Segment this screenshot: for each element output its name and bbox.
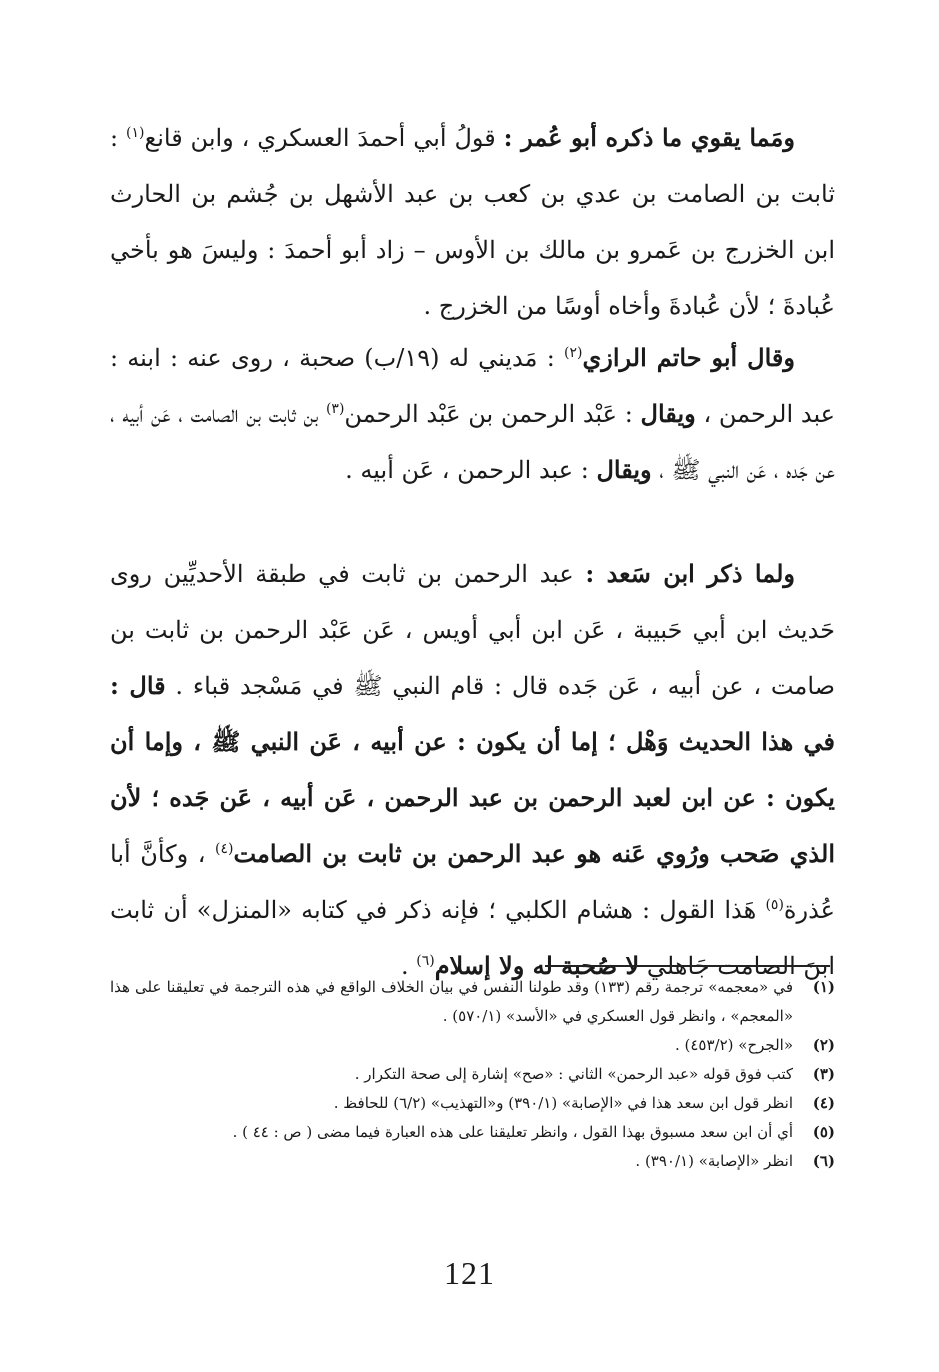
paragraph-2-lead: وقال أبو حاتم الرازي — [582, 343, 795, 372]
footnote-ref-4[interactable]: (٤) — [214, 841, 234, 857]
paragraph-1-text-b: : ثابت بن الصامت بن عدي بن كعب بن عبد الأشهل بن جُشم بن الحارث ابن الخزرج بن عَمرو بن مالك بن الأوس – زاد أبو أحمدَ : وليسَ هو بأخي عُبادةَ ؛ لأن عُبادةَ وأخاه أوسًا من الخزرج . — [110, 124, 835, 320]
footnote-ref-1[interactable]: (١) — [125, 125, 145, 141]
footnote-ref-3[interactable]: (٣) — [325, 401, 345, 417]
footnote-text: كتب فوق قوله «عبد الرحمن» الثاني : «صح» إشارة إلى صحة التكرار . — [354, 1065, 793, 1083]
footnote-number: (٣) — [812, 1065, 835, 1083]
paragraph-2-bold-a: ويقال — [640, 399, 696, 428]
paragraph-3-lead: ولما ذكر ابن سَعد : — [585, 559, 795, 588]
footnote-item — [110, 1118, 835, 1147]
footnote-number: (١) — [812, 978, 835, 996]
paragraph-3-bold-a: قال : في هذا الحديث وَهْل ؛ إما أن يكون : عن أبيه ، عَن النبي ﷺ ، وإما أن يكون : عن ابن لعبد الرحمن بن عبد الرحمن ، عَن أبيه ، عَن جَده ؛ لأن الذي صَحب ورُوي عَنه هو عبد الرحمن بن ثابت بن الصامت — [110, 671, 835, 868]
footnote-text: أي أن ابن سعد مسبوق بهذا القول ، وانظر تعليقنا على هذه العبارة فيما مضى ( ص : ٤٤ ) . — [232, 1123, 793, 1141]
footnote-text: انظر «الإصابة» (٣٩٠/١) . — [635, 1152, 793, 1170]
paragraph-1-text-a: قولُ أبي أحمدَ العسكري ، وابن قانع — [144, 124, 504, 152]
paragraph-3-text-a: عبد الرحمن بن ثابت في طبقة الأحديِّين روى حَديث ابن أبي حَبيبة ، عَن ابن أبي أويس ، عَن عَبْد الرحمن بن ثابت بن صامت ، عن أبيه ، عَن جَده قال : قام النبي ﷺ في مَسْجد قباء . — [110, 560, 836, 700]
paragraph-3-bold-b: لا صُحبة له ولا إسلام — [434, 951, 640, 980]
paragraph-3 — [110, 546, 835, 994]
paragraph-2-text-c: بن ثابت بن الصامت ، عَن أبيه ، عن جَده ، عَن النبي ﷺ ، — [110, 400, 835, 484]
footnotes-list — [110, 973, 835, 1176]
paragraph-1 — [110, 110, 835, 334]
footnote-ref-6[interactable]: (٦) — [416, 953, 435, 969]
footnote-text: «الجرح» (٤٥٣/٢) . — [674, 1036, 793, 1054]
paragraph-1-lead: ومَما يقوي ما ذكره أبو عُمر : — [503, 123, 795, 152]
footnote-divider — [545, 965, 830, 967]
footnote-item — [110, 1031, 835, 1060]
footnote-item — [110, 973, 835, 1031]
footnote-ref-2[interactable]: (٢) — [564, 345, 583, 361]
paragraph-2-bold-b: ويقال — [596, 455, 652, 484]
footnote-item — [110, 1089, 835, 1118]
footnote-number: (٤) — [812, 1094, 835, 1112]
footnote-item — [110, 1060, 835, 1089]
footnote-item — [110, 1147, 835, 1176]
paragraph-3-text-d: . — [400, 952, 417, 980]
footnote-number: (٦) — [812, 1152, 835, 1170]
paragraph-3-text-c: هَذا القول : هشام الكلبي ؛ فإنه ذكر في كتابه «المنزل» أن ثابت ابنَ الصامت جَاهلي — [110, 896, 835, 980]
footnote-number: (٥) — [812, 1123, 835, 1141]
paragraph-2 — [110, 330, 835, 498]
paragraph-2-text-d: : عبد الرحمن ، عَن أبيه . — [345, 456, 597, 484]
footnote-text: في «معجمه» ترجمة رقم (١٣٣) وقد طولنا النفس في بيان الخلاف الواقع في هذه الترجمة في تعليقنا على هذا «المعجم» ، وانظر قول العسكري في «الأسد» (٥٧٠/١) . — [110, 978, 793, 1025]
paragraph-3-text-b: ، وكأنَّ أبا عُذرة — [110, 840, 835, 924]
footnote-ref-5[interactable]: (٥) — [765, 897, 784, 913]
footnote-text: انظر قول ابن سعد هذا في «الإصابة» (٣٩٠/١) و«التهذيب» (٦/٢) للحافظ . — [333, 1094, 793, 1112]
page-number: 121 — [444, 1255, 495, 1291]
footnote-number: (٢) — [812, 1036, 835, 1054]
paragraph-2-text-b: : عَبْد الرحمن بن عَبْد الرحمن — [344, 400, 641, 428]
paragraph-2-text-a: : مَديني له (١٩/ب) صحبة ، روى عنه : ابنه : عبد الرحمن ، — [110, 344, 836, 428]
